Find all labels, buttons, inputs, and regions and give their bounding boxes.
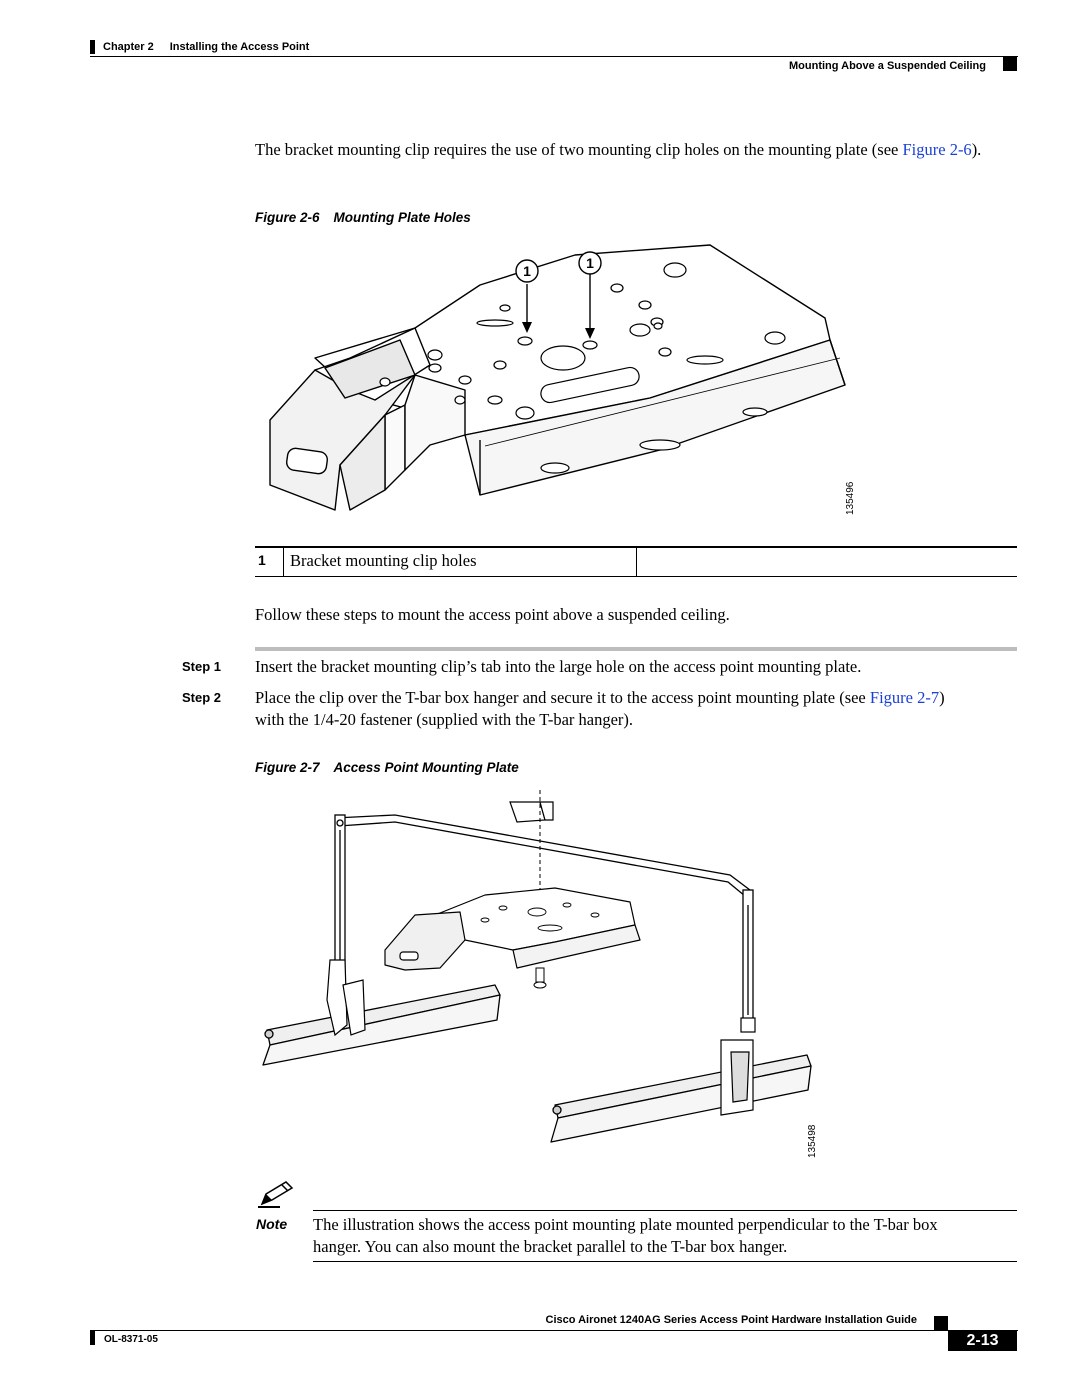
chapter-number: Chapter 2 — [103, 41, 154, 53]
note-line-1: The illustration shows the access point mounting plate mounted perpendicular to the T-bar box — [313, 1215, 938, 1234]
footer-block — [934, 1316, 948, 1330]
legend-number: 1 — [258, 552, 266, 568]
figure-2-7-link[interactable]: Figure 2-7 — [869, 688, 940, 707]
figure-7-title: Access Point Mounting Plate — [333, 760, 519, 775]
chapter-title: Installing the Access Point — [169, 41, 310, 53]
legend-label: Bracket mounting clip holes — [290, 551, 477, 570]
intro-text-end: ). — [971, 140, 982, 159]
note-rule-top — [313, 1210, 1017, 1211]
step-2-text-start: Place the clip over the T-bar box hanger and secure it to the access point mounting plate (see — [255, 688, 870, 707]
note-pencil-icon — [258, 1180, 296, 1210]
note-rule-bottom — [313, 1261, 1017, 1262]
note-line-2: hanger. You can also mount the bracket parallel to the T-bar box hanger. — [313, 1237, 788, 1256]
footer-bar — [90, 1331, 95, 1345]
note-label: Note — [256, 1216, 288, 1232]
step-2-label: Step 2 — [182, 690, 222, 705]
header-rule — [90, 56, 1018, 57]
intro-paragraph — [255, 139, 995, 161]
step-2-text-end: ) — [939, 688, 945, 707]
follow-paragraph: Follow these steps to mount the access point above a suspended ceiling. — [255, 605, 730, 624]
step-1-text: Insert the bracket mounting clip’s tab into the large hole on the access point mounting plate. — [255, 657, 862, 676]
steps-rule — [255, 647, 1017, 651]
figure-2-6-link[interactable]: Figure 2-6 — [902, 140, 972, 159]
figure-7-caption — [255, 760, 519, 775]
step-1-label: Step 1 — [182, 659, 222, 674]
page-number: 2-13 — [948, 1331, 1017, 1351]
legend-divider — [636, 548, 637, 576]
figure-6-caption — [255, 210, 471, 225]
step-2-text — [255, 687, 1025, 731]
figure-6-image-id: 135496 — [845, 481, 856, 515]
intro-text: The bracket mounting clip requires the use of two mounting clip holes on the mounting plate (see — [255, 140, 903, 159]
mounting-plate-illustration — [255, 240, 875, 535]
figure-7-image-id: 135498 — [807, 1124, 818, 1158]
step-2-text-line2: with the 1/4-20 fastener (supplied with the T-bar hanger). — [255, 710, 634, 729]
footer-guide-title: Cisco Aironet 1240AG Series Access Point Hardware Installation Guide — [545, 1314, 917, 1326]
legend-divider — [283, 548, 284, 576]
callout-1b: 1 — [586, 255, 594, 271]
legend-rule-bottom — [255, 576, 1017, 577]
chapter-header — [103, 41, 309, 53]
figure-7-number: Figure 2-7 — [255, 760, 320, 775]
callout-1a: 1 — [523, 263, 531, 279]
figure-6-number: Figure 2-6 — [255, 210, 320, 225]
footer-doc-number: OL-8371-05 — [104, 1334, 158, 1345]
note-text — [313, 1214, 938, 1258]
footer-rule — [90, 1330, 1018, 1331]
figure-6-title: Mounting Plate Holes — [333, 210, 471, 225]
header-bar — [90, 40, 95, 54]
header-block — [1003, 57, 1017, 71]
access-point-mounting-plate-illustration — [255, 790, 855, 1170]
section-header: Mounting Above a Suspended Ceiling — [789, 60, 986, 72]
